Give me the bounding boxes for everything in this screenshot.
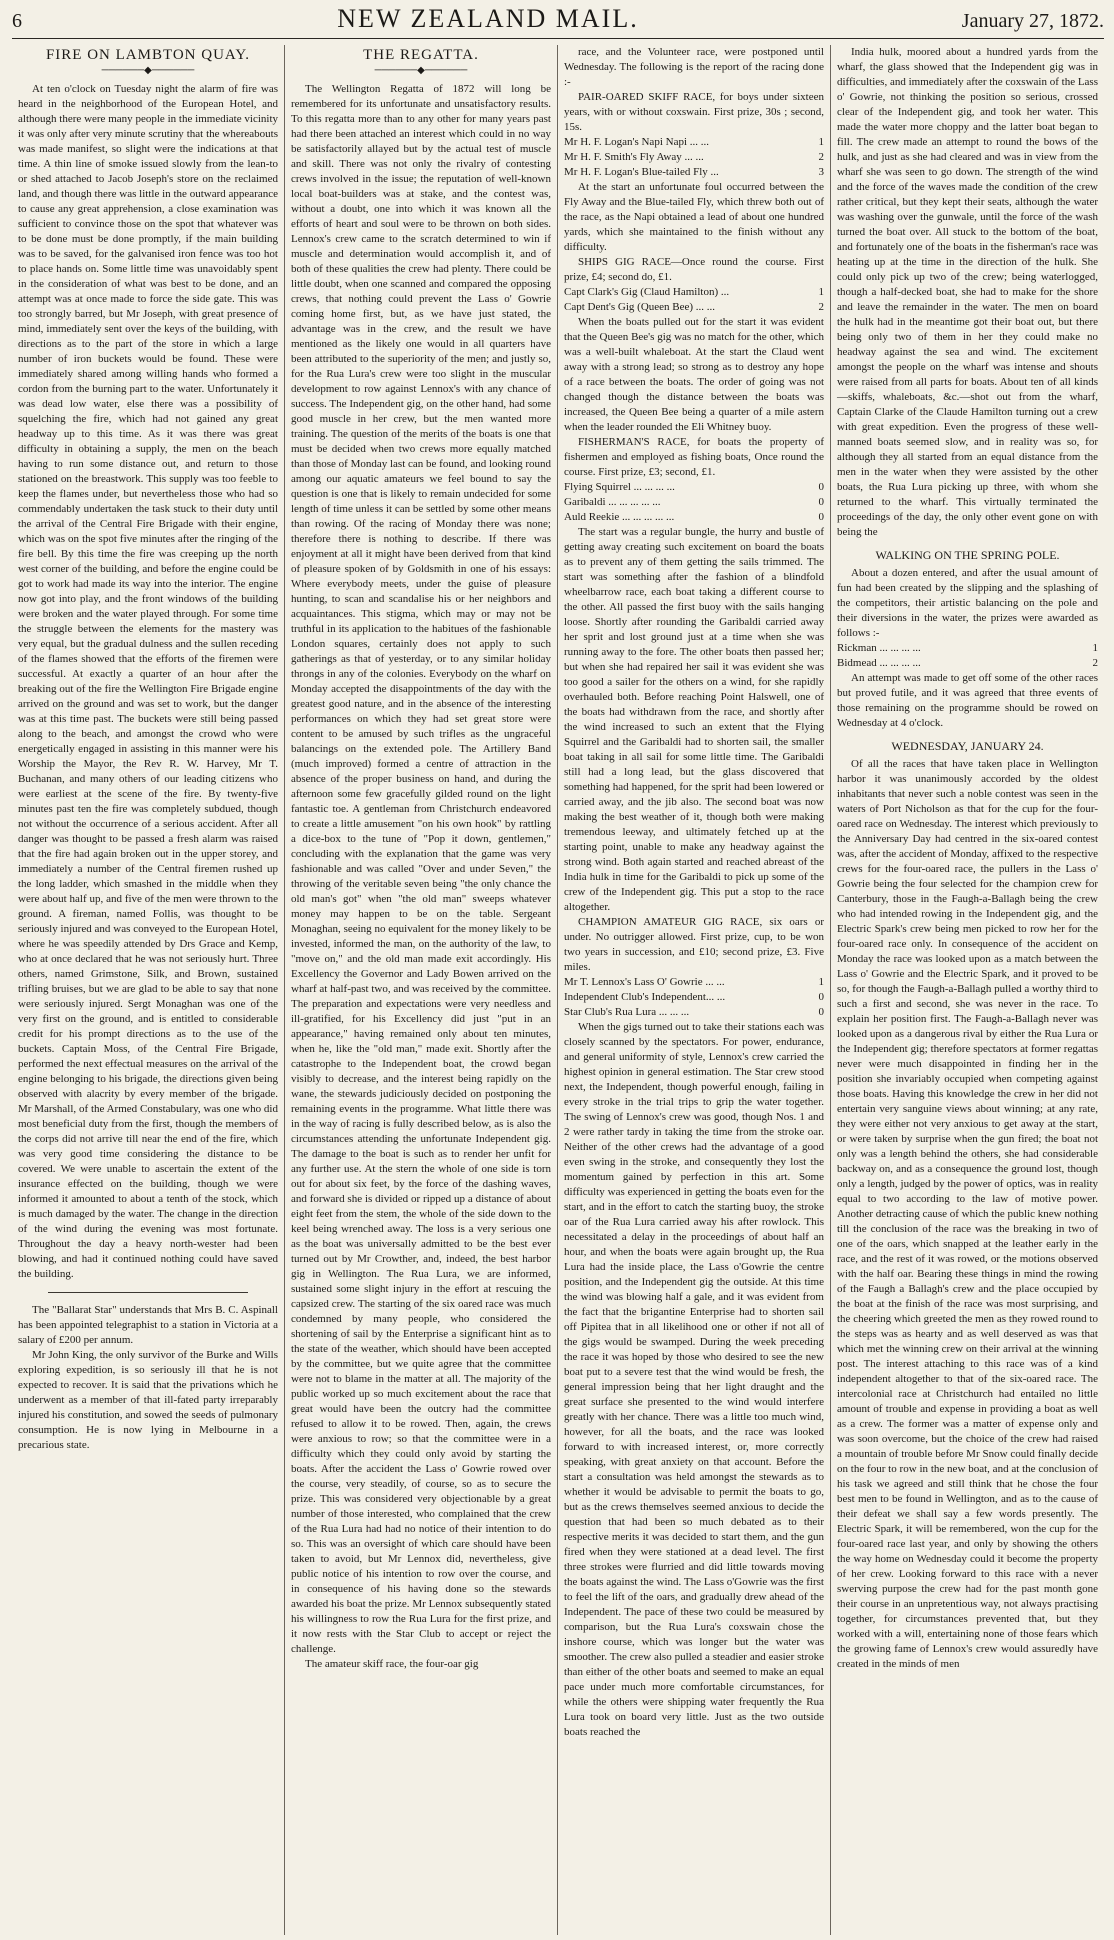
ships-gig-heading: SHIPS GIG RACE—Once round the course. First prize, £4; second do, £1. (564, 256, 824, 283)
skiff-race-results (564, 135, 824, 180)
fire-article-heading: FIRE ON LAMBTON QUAY. (45, 47, 251, 63)
ornament-divider (18, 66, 278, 76)
regatta-body-continued: The amateur skiff race, the four-oar gig (305, 1658, 479, 1670)
article-columns (12, 45, 1104, 1935)
john-king-item: Mr John King, the only survivor of the Burke and Wills exploring expedition, is so seriously ill that he is not expected to recover. It is said that the privations which he underwent as a member of that ill-fated party irreparably injured his constitution, and sowed the seeds of pulmonary consumption. He is now lying in Melbourne in a precarious state. (18, 1349, 278, 1451)
column-3 (558, 45, 831, 1935)
skiff-race-report: At the start an unfortunate foul occurred between the Fly Away and the Blue-tailed Fly, which threw both out of the race, as the Napi obtained a lead of about one hundred yards, which she maintained to the finish without any difficulty. (564, 181, 824, 253)
capsize-report: India hulk, moored about a hundred yards from the wharf, the glass showed that the Independent gig was in difficulties, and immediately after the coxswain of the Lass o' Gowrie, not thinking the position so serious, crossed clear of the Independent gig, and took her water. This made the water more choppy and the latter boat began to fill. The crew made an attempt to round the bows of the hulk, and just as she had cleared and was in view from the wharf she was seen to go down. The strength of the wind and the force of the waves made the condition of the crew rather critical, but they kept their seats, although the water was washing over the gunwale, until the force of the wash turned the boat over. All stuck to the bottom of the boat, and fortunately one of the boats in the fisherman's race was heating up at the time in the direction of the hulk. She could only pick up two of the crew; being waterlogged, though a half-decked boat, she had to make for the shore and leave the remainder in the water. The men on board the hulk had in the meantime got their boat out, but there being only two of them in her they could make no headway against the sea and wind. The excitement amongst the people on the wharf was intense and shouts were raised from all parts for boats. About ten of all kinds—skiffs, whaleboats, &c.—shot out from the wharf, Captain Clarke of the Claude Hamilton turning out a crew with great expedition. Even the progress of these well-manned boats seemed slow, and in reality was so, for although they all started from an equal distance from the men in the water when they were assisted by the other boats, the Rua Lura picking up three, with whom she returned to the wharf. This virtually terminated the proceedings of the day, the only other event gone on with being the (837, 46, 1099, 538)
regatta-body: The Wellington Regatta of 1872 will long be remembered for its unfortunate and unsatisfactory results. To this regatta more than to any other for many years past had there been attached an interest which could in no way be satisfactorily allayed but by the actual test of muscle and skill. There was not only the rivalry of contesting crews involved in the issue; the reputation of well-known local boat-builders was at stake, and the contest was, without a doubt, one into which it was known all the efforts of heart and soul were to be thrown on both sides. Lennox's crew came to the scratch determined to win if muscle and determination would accomplish it, and of both of these qualities the crew had plenty. There could be little doubt, when one scanned and compared the opposing crews, that nothing could prevent the Lass o' Gowrie coming home first, but, as we have just stated, the advantage was in the crew, and the result we have mentioned as the likely one would in all quarters have been attributed to the superiority of the men; and justly so, for the Rua Lura's crew were too slight in the muscular development to row against Lennox's with any chance of success. The Independent gig, on the other hand, had some good muscle in her crew, but the men wanted more training. The question of the merits of the boats is one that must be decided when two crews more equally matched than those of Monday last can be found, and looking round among our aquatic amateurs we feel bound to say the question is one that is likely to remain undecided for some length of time unless it can be settled by some other means than rowing. Of the racing of Monday there was none; therefore there is nothing to describe. If there was enjoyment at all it might have been derived from that kind of pleasure spoken of by Goldsmith in one of his essays: Where everybody meets, under the guise of pleasure hunting, to scan and scandalise his or her neighbors and acquaintances. This stigma, which may or may not be truthful in its application to the habitues of the fashionable London squares, certainly does not apply to such gatherings as that of yesterday, or to any similar holiday throngs in any of the colonies. Everybody on the wharf on Monday accepted the disappointments of the day with the greatest good nature, and in the absence of the interesting performances on which they had set great store were content to be amused by such trifles as the ungraceful balancings on the extended pole. The Artillery Band (much improved) formed a centre of attraction in the absence of the proper business on hand, and during the afternoon some few gracefully gilded round on the light fantastic toe. A gentleman from Christchurch endeavored to create a little amusement "on his own hook" by rattling a dice-box to the tune of "Pop it down, gentlemen," concluding with the explanation that the game was very fashionable and was called "Over and under Seven," the throwing of the veritable seven being "the only chance the old man's got" when "the old man" sweeps whatever money may happen to be on the table. Sergeant Monaghan, seeing no equivalent for the money likely to be invested, informed the man, on the authority of the law, to "move on," and the old man made exit accordingly. His Excellency the Governor and Lady Bowen arrived on the wharf at half-past two, and was received by the committee. The preparation and expectations were very needless and ill-gratified, for his Excellency did just "put in an appearance," having remained only about ten minutes, when he, like the "old man," made exit. Shortly after the catastrophe to the Independent boat, the crowd began visibly to decrease, and the interest being rapidly on the wane, the stewards judiciously decided on postponing the remaining events in the programme. What little there was in the way of racing is fully described below, as is also the circumstances attending the unfortunate Independent gig. The damage to the boat is such as to render her unfit for any further use. At the stern the whole of one side is torn out for about six feet, by the force of the dashing waves, and forward she is divided or ripped up a distance of about eight feet from the stem, the whole of the side down to the keel being wrenched away. The loss is a very serious one as the boat was universally admitted to be the best ever turned out by Mr Crowther, and, indeed, the best harbor gig in Wellington. The Rua Lura, we are informed, sustained some slight injury in the effort at rescuing the capsized crew. The starting of the six oared race was much condemned by many people, who considered the shortening of sail by the Enterprise a significant hint as to the state of the weather, which should have been accepted by the committee, but we quite agree that the committee were not to blame in the matter at all. The majority of the public worked up so much excitement about the race that great would have been the outcry had the committee refused to allow it to be rowed. Then, again, the crews were anxious to row; so that the committee were in a difficulty which they could only avoid by starting the boats. After the accident the Lass o' Gowrie rowed over the course, very steadily, of course, so as to secure the prize. This was considered very objectionable by a great number of those interested, who complained that the crew of the Rua Lura had had no notice of their intention to do so. This was an oversight of which care should have been taken to avoid, but Mr Lennox did, nevertheless, give public notice of his intention to row over the course, and in consequence of his having done so the stewards awarded his boat the prize. Mr Lennox subsequently stated his willingness to row the Rua Lura for the first prize, and it now rests with the Star Club to accept or reject the challenge. (291, 83, 551, 1655)
regatta-intro: race, and the Volunteer race, were postponed until Wednesday. The following is the report of the racing done :- (564, 46, 824, 88)
page-number: 6 (12, 10, 22, 32)
champion-gig-heading: CHAMPION AMATEUR GIG RACE, six oars or under. No outrigger allowed. First prize, cup, to be won two years in succession, and £10; second prize, £3. Five miles. (564, 916, 824, 973)
result-line: Mr H. F. Logan's Napi Napi ... ... 1 (564, 136, 824, 148)
spring-pole-results (837, 641, 1098, 671)
column-2 (285, 45, 558, 1935)
section-rule (48, 1292, 248, 1293)
issue-date: January 27, 1872. (961, 10, 1104, 32)
postponement-note: An attempt was made to get off some of the other races but proved futile, and it was agreed that three events of those remaining on the programme should be rowed on Wednesday at 4 o'clock. (837, 672, 1098, 729)
spring-pole-heading: WALKING ON THE SPRING POLE. (875, 548, 1060, 562)
result-line: Rickman ... ... ... ... 1 (837, 642, 1098, 654)
fire-article-body: At ten o'clock on Tuesday night the alarm of fire was heard in the neighborhood of the European Hotel, and although there were many people in the immediate vicinity it was only after very minute scrutiny that the whereabouts was made manifest, so slight were the indications at that time. A thin line of smoke issued slowly from the lean-to or shed attached to Jacob Joseph's store on the reclaimed land, and though there was little in the outward appearance to cause any great apprehension, a close examination was sufficient to convince those on the spot that whatever was to be done must be done promptly, if the main building was to be saved, for the galvanised iron fence was too hot to place hands on. Some little time was unavoidably spent in the consideration of what was best to be done, and an attempt was at once made to force the side gate. This was too strongly barred, but Mr Joseph, with great presence of mind, immediately sent over the keys of the building, with directions as to the part of the store in which a large number of iron buckets would be found. These were immediately shared among willing hands who formed a cordon from the burning part to the water. Unfortunately it was dead low water, else there was a possibility of squelching the fire, which had not gained any great headway up to this time. As it was there was great difficulty in obtaining a supply, the men on the beach having to run some distance out, and return to those stationed on the breastwork. This supply was too feeble to keep the flames under, but nevertheless those who had so commendably undertaken the task stuck to their duty until the arrival of the Central Fire Brigade with their engine, which was on the spot five minutes after the ringing of the fire bell. By this time the fire was creeping up the north west corner of the building, and before the engine could be got to work had made its way into the interior. The engine now got into play, and the front windows of the building were broken and the water played through. For some time the struggle between the elements for the mastery was very equal, but the gradual dulness and the sullen receding of the flames showed that the efforts of the firemen were successful. At exactly a quarter of an hour after the breaking out of the fire the Wellington Fire Brigade engine arrived on the ground and was set to work, but the danger was at this time past. The buckets were still being passed along to the beach, and amongst the crowd who were energetically engaged in assisting in this manner were his Worship the Mayor, the Rev R. W. Harvey, Mr T. Buchanan, and many others of our leading citizens who were earliest at the scene of the fire. By twenty-five minutes past ten the fire was completely subdued, though not without the occurrence of a serious accident. After all danger was thought to be passed a fresh alarm was raised that the fire had again broken out in the upper storey, and immediately a number of the Central firemen rushed up the long ladder, which smashed in the middle when they were about half up, and five of the men were thrown to the ground. A fireman, named Follis, was thought to be seriously injured and was conveyed to the European Hotel, where he was speedily attended by Drs Grace and Kemp, who at once declared that he was not seriously hurt. Three others, named Grimstone, Silk, and Brown, sustained trifling bruises, but we are glad to be able to say that none were seriously injured. Sergt Monaghan was one of the very first on the ground, and is entitled to considerable credit for his prompt directions as to the use of the buckets. Captain Moss, of the Central Fire Brigade, performed the next effectual measures on the arrival of the engine belonging to his brigade, the directions given being observed with alacrity by every member of the brigade. Mr Marshall, of the Armed Constabulary, was one who did most beneficial duty from the first, though the members of the corps did not arrive till near the end of the fire, which was very good time considering the distance to be covered. We were unable to ascertain the extent of the insurance effected on the building, though we were informed it amounted to about a tenth of the stock, which is much damaged by the water. The change in the direction of the wind during the evening was most fortunate. Throughout the day a heavy north-wester had been blowing, and had it continued nothing could have saved the building. (18, 83, 278, 1280)
result-line: Star Club's Rua Lura ... ... ... 0 (564, 1006, 824, 1018)
newspaper-title: NEW ZEALAND MAIL. (337, 4, 639, 33)
fishermen-race-report: The start was a regular bungle, the hurry and bustle of getting away creating such excitement on board the boats as to prevent any of them getting the sails trimmed. The start was something after the fashion of a blindfold wheelbarrow race, each boat taking a different course to the other. All passed the first buoy with the sails hanging loose. Shortly after rounding the Garibaldi carried away her sprit and lost ground just at a time when she was running away to the fore. The other boats then passed her; but when she had repaired her sail it was evident she was too good a sailer for the others on a wind, for she rapidly overhauled both. Before reaching Point Halswell, one of the boats had withdrawn from the race, and shortly after the wind increased to such an extent that the Flying Squirrel and the Garibaldi had to shorten sail, the smaller boat taking in all sail for some little time. The Garibaldi still had a long lead, but the glass discovered that something had happened, for the sprit had been lowered or carried away, and the jib also. The second boat was now making the best weather of it, though both were making tremendous leeway, and ultimately fetched up at the starting point, unable to make any headway against the strong wind. Both again started and reached abreast of the India hulk in time for the Garibaldi to pick up some of the crew of the Independent gig. This put a stop to the race altogether. (564, 526, 824, 913)
fishermen-race-results (564, 480, 824, 525)
column-4 (831, 45, 1104, 1935)
regatta-heading: THE REGATTA. (363, 47, 479, 63)
fishermen-race-heading: FISHERMAN'S RACE, for boats the property of fishermen and employed as fishing boats, Once round the course. First prize, £3; second, £1. (564, 436, 824, 478)
ships-gig-report: When the boats pulled out for the start it was evident that the Queen Bee's gig was no match for the other, which was a well-built whaleboat. At the start the Claud went away with a strong lead; so strong as to destroy any hope of a race between the boats. The order of going was not changed though the distance between the boats was increased, the Queen Bee being a quarter of a mile astern when the leader rounded the Eli Whitney buoy. (564, 316, 824, 433)
result-line: Mr H. F. Logan's Blue-tailed Fly ... 3 (564, 166, 824, 178)
spring-pole-report: About a dozen entered, and after the usual amount of fun had been created by the slipping and the splashing of the competitors, their artistic balancing on the pole and their diversions in the water, the prizes were awarded as follows :- (837, 567, 1098, 639)
column-1 (12, 45, 285, 1935)
wednesday-heading: WEDNESDAY, JANUARY 24. (891, 739, 1044, 753)
ornament-divider (291, 66, 551, 76)
result-line: Mr H. F. Smith's Fly Away ... ... 2 (564, 151, 824, 163)
result-line: Mr T. Lennox's Lass O' Gowrie ... ... 1 (564, 976, 824, 988)
result-line: Bidmead ... ... ... ... 2 (837, 657, 1098, 669)
result-line: Flying Squirrel ... ... ... ... 0 (564, 481, 824, 493)
result-line: Garibaldi ... ... ... ... ... 0 (564, 496, 824, 508)
result-line: Capt Dent's Gig (Queen Bee) ... ... 2 (564, 301, 824, 313)
four-oared-race-report: Of all the races that have taken place in Wellington harbor it was unanimously accorded by the oldest inhabitants that never such a noble contest was seen in the waters of Port Nicholson as that for the cup for the four-oared race on Wednesday. The interest which previously to the Anniversary Day had centred in the six-oared contest was, after the accident of Monday, affixed to the respective crews for the four-oared race, the pullers in the Lass o' Gowrie being the four selected for the champion crew for Canterbury, those in the Faugh-a-Ballagh being the crew who had intended rowing in the Independent gig, and the Electric Spark's crew being men picked to row her for the four-oared race only. In consequence of the accident on Monday the race was looked upon as a match between the Lass o' Gowrie and the Electric Spark, and it proved to be so, for though the Faugh-a-Ballagh pulled a worthy third to such a first and second, she was never in the race. To explain her position first. The Faugh-a-Ballagh never was looked upon as a dangerous rival by either the Rua Lura or the Independent gig; therefore spectators at former regattas never were much disappointed in finding her in the position she invariably occupied when competing against those boats. Having this knowledge the crew in her did not entertain very sanguine views about winning; at any rate, they were either not very anxious to get away at the start, or were taken by surprise when the gun fired; the boat not only was a length behind the others, she had considerable backway on, and as a consequence the ground lost, though only a length, judged by the power of optics, was in reality equal to two according to the law of motive power. Another detracting cause of which the public knew nothing till the conclusion of the race was the breaking in two of one of the oars, which snapped at the leather early in the race, and the rest of it was rowed, or the motions observed with the half oar. Bearing these things in mind the rowing of the Faugh a Ballagh's crew and the place occupied by the boat at the finish of the race was most surprising, and the cheering which greeted the men as they rowed round to the steps was as hearty and as well deserved as was that which met the winning crew on their arrival at the winning post. The interest attaching to this race was of a kind independent altogether to that of the six-oared race. The intercolonial race at Christchurch had entailed no little amount of trouble and expense in providing a boat as well as a crew. The former was a matter of expense only and was soon overcome, but the choice of the crew had raised a mountain of trouble before Mr Snow could finally decide on the four to row in the new boat, and at the conclusion of his task we agreed and still think that he chose the four best men to be found in Wellington, and as to the cause of their defeat we shall say a few words presently. The Electric Spark, it will be remembered, won the cup for the four-oared race last year, and only by showing the others the way home on Wednesday could it become the property of her crew. Looking forward to this race with a never swerving purpose the crew had for the past month gone their course in an unpretentious way, not always practising together, for circumstances prevented that, but they worked with a will, entertaining none of those fears which the growing fame of Lennox's crew would assuredly have created in the minds of men (837, 758, 1098, 1670)
result-line: Independent Club's Independent... ... 0 (564, 991, 824, 1003)
masthead (12, 4, 1104, 39)
ships-gig-results (564, 285, 824, 315)
result-line: Capt Clark's Gig (Claud Hamilton) ... 1 (564, 286, 824, 298)
result-line: Auld Reekie ... ... ... ... ... 0 (564, 511, 824, 523)
ballarat-star-item: The "Ballarat Star" understands that Mrs B. C. Aspinall has been appointed telegraphist to a station in Victoria at a salary of £200 per annum. (18, 1304, 278, 1346)
champion-gig-results (564, 975, 824, 1020)
champion-gig-report: When the gigs turned out to take their stations each was closely scanned by the spectators. For power, endurance, and general uniformity of style, Lennox's crew carried the highest opinion in general estimation. The Star crew stood next, the Independent, though powerful enough, failing in every stroke in the trial trips to grip the water together. The swing of Lennox's crew was good, though Nos. 1 and 2 were rather tardy in taking the time from the stroke oar. Neither of the other crews had the advantage of a good even swing in the stroke, and consequently they lost the momentum gained by perfection in this art. Some difficulty was experienced in getting the boats even for the start, and in the effort to catch the starting buoy, the stroke oar of the Rua Lura carried away his after rowlock. This necessitated a delay in the proceedings of about half an hour, and when the boats were again brought up, the Rua Lura had the inside place, the Lass o'Gowrie the centre position, and the Independent gig the outside. At this time the wind was blowing half a gale, and it was evident from the fact that the brigantine Enterprise had to shorten sail off Pipitea that in all likelihood one or other if not all of the gigs would be swamped. During the week preceding the race it was hoped by those who desired to see the new boat put to a severe test that the wind would be fresh, the general impression being that her light draught and the great surface she presented to the wind would interfere greatly with her chance. There was a little too much wind, however, for all the boats, and the race was looked forward to with increased interest, or, more correctly speaking, with great anxiety on that account. Before the start a consultation was held amongst the stewards as to whether it would be advisable to permit the boats to go, but as the crews themselves seemed anxious to decide the question that had been so much debated as to their respective merits it was decided to start them, and the gun fired when they were stationed at a dead level. The first three strokes were flurried and did little towards moving the boats against the wind. The Lass o'Gowrie was the first to feel the lift of the oars, and gradually drew ahead of the Independent. The pace of these two could be measured by comparison, but the Rua Lura's coxswain chose the inshore course, which was longer but the water was smoother. The crew also pulled a steadier and easier stroke than either of the other boats and seemed to make an equal pace under much more comfortable circumstances, for while the others were shipping water frequently the Rua Lura took on board very little. Just as the two outside boats reached the (564, 1021, 824, 1738)
skiff-race-heading: PAIR-OARED SKIFF RACE, for boys under sixteen years, with or without coxswain. First prize, 30s ; second, 15s. (564, 91, 824, 133)
